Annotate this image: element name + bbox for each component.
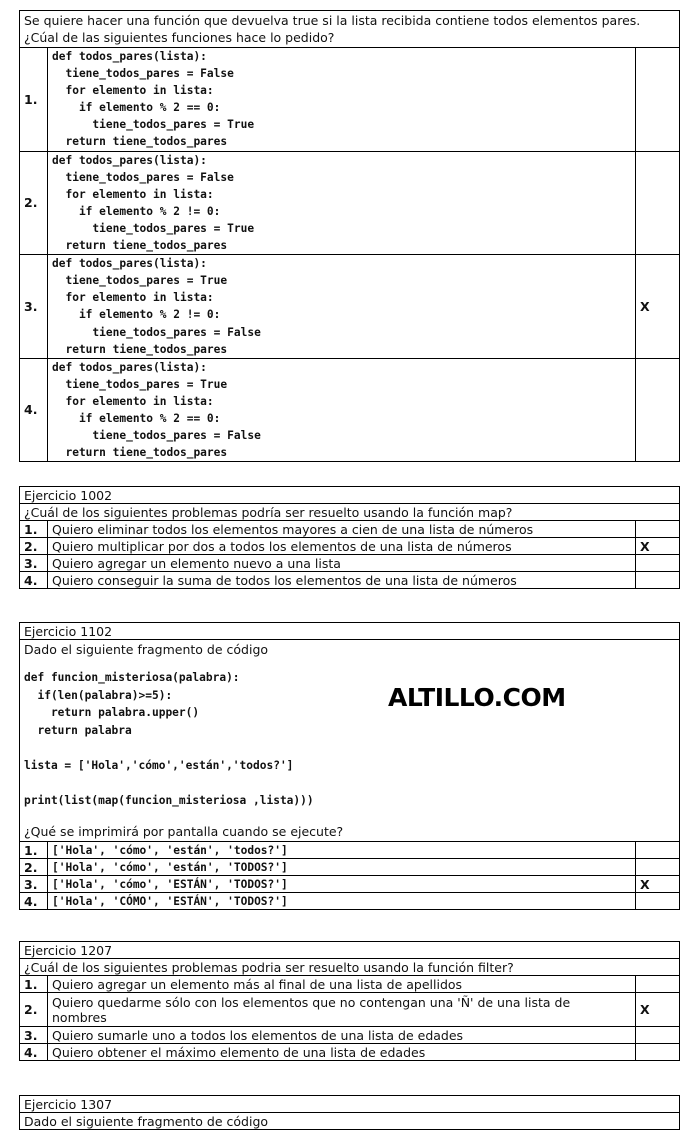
option-number: 4. <box>20 893 48 910</box>
option-row <box>20 48 680 152</box>
code-line: if elemento % 2 != 0: <box>52 308 221 322</box>
option-row <box>20 1044 680 1061</box>
option-text: Quiero conseguir la suma de todos los elementos de una lista de números <box>48 572 636 589</box>
code-snippet: def funcion_misteriosa(palabra): if(len(palabra)>=5): return palabra.upper() return palabra lista = ['Hola','cómo','están','todos?'] print(list(map(funcion_misteriosa ,lista))) <box>24 671 314 807</box>
question-statement: Se quiere hacer una función que devuelva true si la lista recibida contiene todos elementos pares. <box>24 13 641 28</box>
answer-mark: X <box>635 993 679 1027</box>
option-text: Quiero agregar un elemento nuevo a una lista <box>48 555 636 572</box>
watermark-logo: ALTILLO.COM <box>388 683 566 712</box>
exercise-title: Ejercicio 1207 <box>20 942 680 959</box>
option-number: 2. <box>20 538 48 555</box>
code-line: def todos_pares(lista): <box>52 50 207 63</box>
option-row <box>20 358 680 462</box>
option-number: 3. <box>20 255 48 359</box>
exercise-question: ¿Cuál de los siguientes problemas podría ser resuelto usando la función map? <box>20 504 680 521</box>
option-number: 3. <box>20 876 48 893</box>
code-line: for elemento in lista: <box>52 394 214 408</box>
question-prompt: ¿Cúal de las siguientes funciones hace lo pedido? <box>24 30 335 45</box>
option-number: 4. <box>20 1044 48 1061</box>
answer-mark <box>635 1044 679 1061</box>
code-line: tiene_todos_pares = False <box>52 429 261 443</box>
exercise-intro: Dado el siguiente fragmento de código <box>20 1113 680 1130</box>
code-line: tiene_todos_pares = True <box>52 118 255 132</box>
answer-mark: X <box>635 876 679 893</box>
option-number: 2. <box>20 993 48 1027</box>
code-line: for elemento in lista: <box>52 291 214 305</box>
option-row <box>20 993 680 1027</box>
option-number: 2. <box>20 859 48 876</box>
answer-mark <box>636 358 680 462</box>
answer-mark <box>636 151 680 255</box>
option-row <box>20 538 680 555</box>
exercise-intro: Dado el siguiente fragmento de código <box>24 642 269 657</box>
option-row <box>20 859 680 876</box>
question-todos-pares <box>19 10 680 462</box>
question-header-row <box>20 11 680 48</box>
option-row <box>20 976 680 993</box>
answer-mark <box>635 893 679 910</box>
code-line: def todos_pares(lista): <box>52 257 207 271</box>
option-row <box>20 1027 680 1044</box>
exercise-body-row <box>20 640 680 842</box>
code-line: tiene_todos_pares = True <box>52 274 228 288</box>
exercise-title: Ejercicio 1307 <box>20 1096 680 1113</box>
option-row <box>20 842 680 859</box>
code-line: return tiene_todos_pares <box>52 342 228 356</box>
exercise-title: Ejercicio 1002 <box>20 487 680 504</box>
option-text: Quiero eliminar todos los elementos mayores a cien de una lista de números <box>48 521 636 538</box>
option-number: 4. <box>20 358 48 462</box>
answer-mark <box>635 976 679 993</box>
option-text: Quiero agregar un elemento más al final de una lista de apellidos <box>48 976 636 993</box>
code-line: for elemento in lista: <box>52 84 214 98</box>
option-number: 2. <box>20 151 48 255</box>
code-line: def todos_pares(lista): <box>52 360 207 374</box>
option-text: Quiero sumarle uno a todos los elementos de una lista de edades <box>48 1027 636 1044</box>
option-code <box>48 358 636 462</box>
answer-mark <box>635 521 679 538</box>
answer-mark <box>635 859 679 876</box>
code-line: return tiene_todos_pares <box>52 446 228 460</box>
option-number: 3. <box>20 555 48 572</box>
answer-mark <box>635 572 679 589</box>
answer-mark: X <box>635 538 679 555</box>
option-row <box>20 151 680 255</box>
code-line: if elemento % 2 == 0: <box>52 411 221 425</box>
option-code: ['Hola', 'cómo', 'están', 'TODOS?'] <box>48 859 636 876</box>
exercise-question: ¿Qué se imprimirá por pantalla cuando se ejecute? <box>24 824 344 839</box>
option-row <box>20 521 680 538</box>
exercise-1002 <box>19 486 680 589</box>
option-text: Quiero multiplicar por dos a todos los elementos de una lista de números <box>48 538 636 555</box>
code-line: def todos_pares(lista): <box>52 153 207 167</box>
option-number: 4. <box>20 572 48 589</box>
code-line: tiene_todos_pares = True <box>52 377 228 391</box>
exercise-1307 <box>19 1095 680 1130</box>
option-number: 1. <box>20 976 48 993</box>
option-code: ['Hola', 'cómo', 'están', 'todos?'] <box>48 842 636 859</box>
code-line: if elemento % 2 == 0: <box>52 101 221 115</box>
code-line: tiene_todos_pares = False <box>52 325 261 339</box>
option-code <box>48 151 636 255</box>
option-row <box>20 555 680 572</box>
option-row <box>20 255 680 359</box>
option-number: 3. <box>20 1027 48 1044</box>
code-line: return tiene_todos_pares <box>52 135 228 149</box>
code-line: return tiene_todos_pares <box>52 239 228 253</box>
answer-mark <box>635 842 679 859</box>
code-line: tiene_todos_pares = True <box>52 221 255 235</box>
exercise-title: Ejercicio 1102 <box>20 623 680 640</box>
answer-mark: X <box>636 255 680 359</box>
option-number: 1. <box>20 842 48 859</box>
option-number: 1. <box>20 48 48 152</box>
code-line: tiene_todos_pares = False <box>52 67 234 81</box>
option-code <box>48 255 636 359</box>
option-code: ['Hola', 'cómo', 'ESTÁN', 'TODOS?'] <box>48 876 636 893</box>
option-code: ['Hola', 'CÓMO', 'ESTÁN', 'TODOS?'] <box>48 893 636 910</box>
answer-mark <box>635 1027 679 1044</box>
answer-mark <box>635 555 679 572</box>
exercise-1207 <box>19 941 680 1061</box>
code-line: tiene_todos_pares = False <box>52 170 234 184</box>
code-line: if elemento % 2 != 0: <box>52 204 221 218</box>
exercise-question: ¿Cuál de los siguientes problemas podria ser resuelto usando la función filter? <box>20 959 680 976</box>
option-text: Quiero obtener el máximo elemento de una lista de edades <box>48 1044 636 1061</box>
option-row <box>20 893 680 910</box>
exercise-1102 <box>19 622 680 910</box>
option-code <box>48 48 636 152</box>
option-number: 1. <box>20 521 48 538</box>
answer-mark <box>636 48 680 152</box>
code-line: for elemento in lista: <box>52 187 214 201</box>
option-text: Quiero quedarme sólo con los elementos que no contengan una 'Ñ' de una lista de nombres <box>48 993 636 1027</box>
option-row <box>20 572 680 589</box>
option-row <box>20 876 680 893</box>
